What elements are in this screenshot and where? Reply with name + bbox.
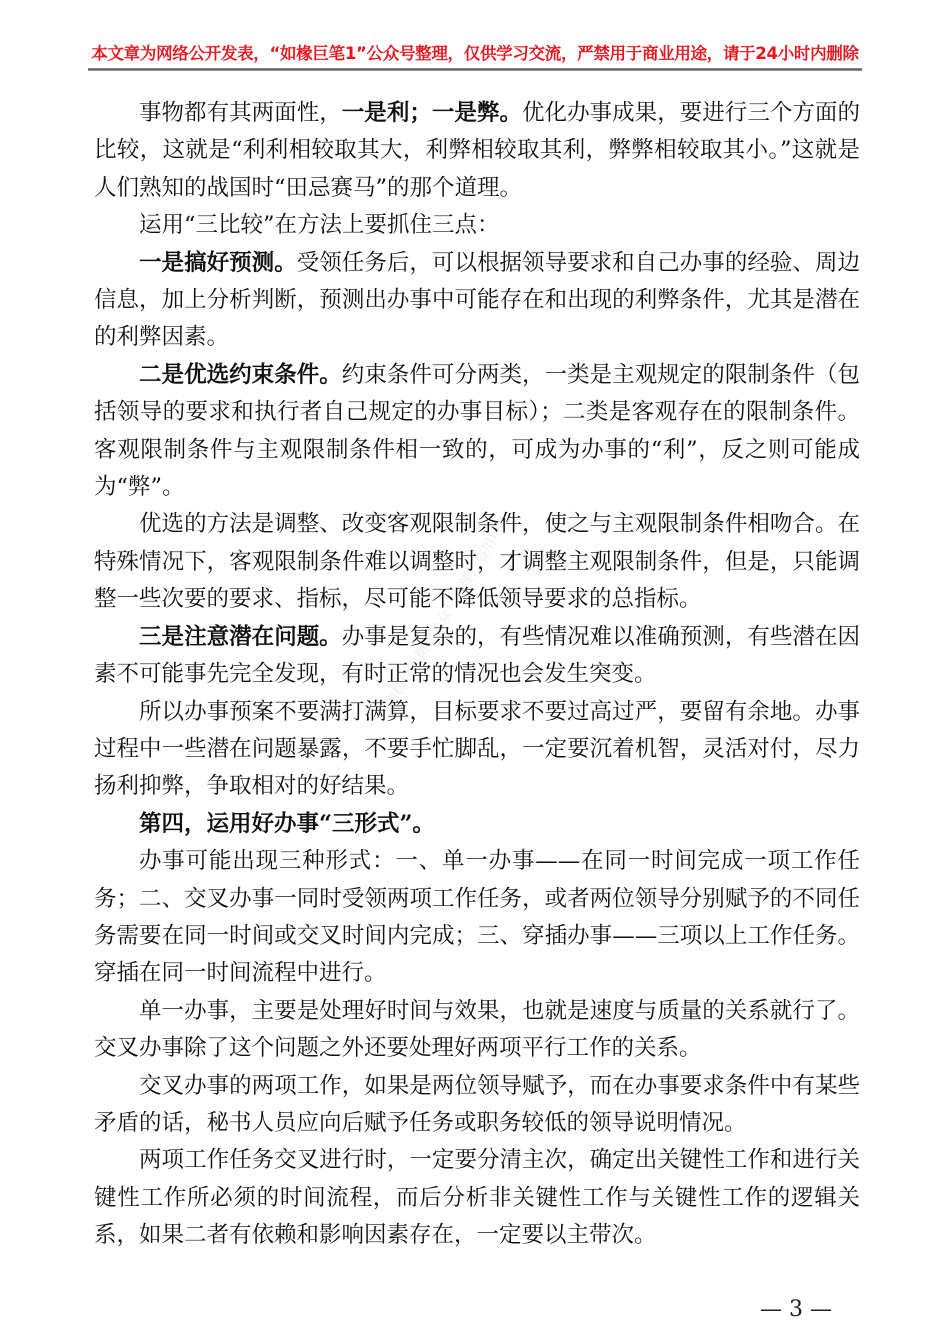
- paragraph-6: [94, 619, 860, 694]
- paragraph-12: [94, 1142, 860, 1254]
- paragraph-text: 优选的方法是调整、改变客观限制条件，使之与主观限制条件相吻合。在特殊情况下，客观限制条件难以调整时，才调整主观限制条件，但是，只能调整一些次要的要求、指标，尽可能不降低领导要求的总指标。: [94, 511, 860, 613]
- paragraph-4: [94, 357, 860, 507]
- paragraph-11: [94, 1068, 860, 1143]
- paragraph-text: 受领任务后，可以根据领导要求和自己办事的经验、周边信息，加上分析判断，预测出办事中可能存在和出现的利弊条件，尤其是潜在的利弊因素。: [94, 249, 860, 351]
- bold-lead: 二是优选约束条件。: [139, 361, 342, 388]
- bold-lead: 一是搞好预测。: [139, 249, 297, 276]
- document-body: [94, 95, 860, 1255]
- section-heading: [94, 806, 860, 843]
- bold-phrase: 一是利；一是弊。: [341, 100, 523, 126]
- paragraph-3: [94, 245, 860, 357]
- paragraph-text: 所以办事预案不要满打满算，目标要求不要过高过严，要留有余地。办事过程中一些潜在问题暴露，不要手忙脚乱，一定要沉着机智，灵活对付，尽力扬利抑弊，争取相对的好结果。: [94, 698, 860, 800]
- paragraph-text: 运用“三比较”在方法上要抓住三点：: [139, 212, 500, 239]
- copyright-notice-header: 本文章为网络公开发表，“如椽巨笔1”公众号整理，仅供学习交流，严禁用于商业用途，请于24小时内删除: [91, 44, 859, 63]
- paragraph-1: [94, 95, 860, 207]
- paragraph-text: 单一办事，主要是处理好时间与效果，也就是速度与质量的关系就行了。交叉办事除了这个问题之外还要处理好两项平行工作的关系。: [94, 997, 860, 1062]
- paragraph-10: [94, 993, 860, 1068]
- paragraph-5: [94, 506, 860, 618]
- watermark: 如椽巨笔微信公众号整理，盗用可耻: [382, 511, 515, 711]
- paragraph-text: 办事可能出现三种形式：一、单一办事——在同一时间完成一项工作任务；二、交叉办事一同时受领两项工作任务，或者两位领导分别赋予的不同任务需要在同一时间或交叉时间内完成；三、穿插办事——三项以上工作任务。穿插在同一时间流程中进行。: [94, 848, 860, 987]
- paragraph-9: [94, 843, 860, 993]
- paragraph-text: 事物都有其两面性，: [139, 100, 342, 126]
- paragraph-text: 优化办事成果，要进行三个方面的比较，这就是“利利相较取其大，利弊相较取其利，弊弊相较取其小。”这就是人们熟知的战国时“田忌赛马”的那个道理。: [94, 100, 860, 201]
- paragraph-text: 两项工作任务交叉进行时，一定要分清主次，确定出关键性工作和进行关键性工作所必须的时间流程，而后分析非关键性工作与关键性工作的逻辑关系，如果二者有依赖和影响因素存在，一定要以主带次。: [94, 1147, 860, 1249]
- header-divider: [88, 68, 862, 71]
- paragraph-7: [94, 694, 860, 806]
- paragraph-text: 办事是复杂的，有些情况难以准确预测，有些潜在因素不可能事先完全发现，有时正常的情况也会发生突变。: [94, 623, 860, 688]
- paragraph-text: 交叉办事的两项工作，如果是两位领导赋予，而在办事要求条件中有某些矛盾的话，秘书人员应向后赋予任务或职务较低的领导说明情况。: [94, 1072, 860, 1136]
- paragraph-text: 约束条件可分两类，一类是主观规定的限制条件（包括领导的要求和执行者自己规定的办事目标）；二类是客观存在的限制条件。客观限制条件与主观限制条件相一致的，可成为办事的“利”，反之则可能成为“弊”。: [94, 361, 860, 501]
- bold-lead: 第四，运用好办事“三形式”。: [139, 810, 435, 837]
- paragraph-2: [94, 207, 860, 244]
- bold-lead: 三是注意潜在问题。: [139, 623, 342, 650]
- page-number: — 3 —: [760, 1297, 832, 1322]
